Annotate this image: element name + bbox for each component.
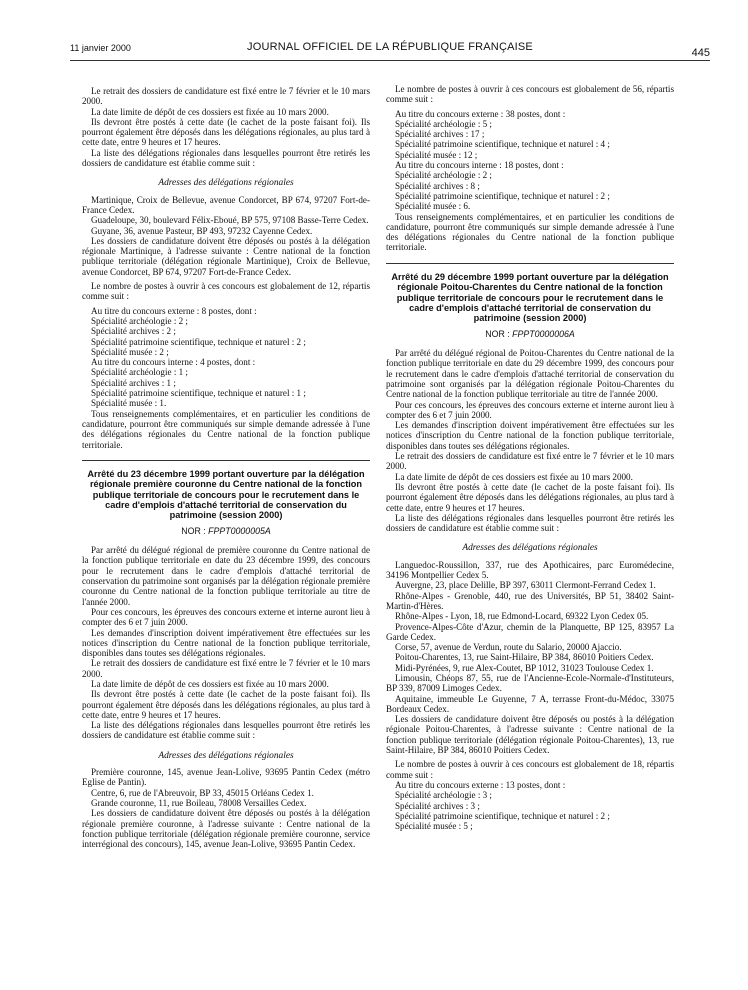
nor-code: FPPT0000005A	[208, 525, 271, 536]
section-heading: Adresses des délégations régionales	[462, 543, 598, 554]
list-item: Spécialité archives : 8 ;	[395, 180, 480, 191]
left-column	[82, 86, 370, 849]
list-item: Spécialité archéologie : 2 ;	[395, 170, 492, 181]
arrete-title: Arrêté du 23 décembre 1999 portant ouverture par la délégation régionale première couronne du Centre national de la fonction publique territoriale de concours pour le recrutement dans le cadre d'emplois d'attaché territorial de conservation du patrimoine (session 2000)	[87, 468, 365, 521]
address: Rhône-Alpes - Grenoble, 440, rue des Universités, BP 51, 38402 Saint-Martin-d'Hères.	[386, 590, 674, 611]
paragraph: La date limite de dépôt de ces dossiers est fixée au 10 mars 2000.	[91, 678, 329, 689]
address: Midi-Pyrénées, 9, rue Alex-Coutet, BP 1012, 31023 Toulouse Cedex 1.	[395, 662, 654, 673]
page-header	[70, 41, 710, 57]
nor-reference	[386, 329, 674, 339]
paragraph: Les dossiers de candidature doivent être déposés ou postés à la délégation régionale Poitou-Charentes, à l'adresse suivante : Centre national de la fonction publique territoriale (délégation régionale Poitou-Charentes), 13, rue Saint-Hilaire, BP 384, 86010 Poitiers Cedex.	[386, 714, 674, 756]
page-number: 445	[691, 47, 710, 59]
list-title: Au titre du concours interne : 18 postes, dont :	[395, 160, 564, 171]
list-item: Spécialité archives : 1 ;	[91, 377, 176, 388]
arrete-block	[82, 460, 370, 536]
paragraph: Les demandes d'inscription doivent impérativement être effectuées sur les notices d'inscription du Centre national de la fonction publique territoriale, disponibles dans toutes ses délégations régionales.	[82, 627, 370, 659]
list-item: Spécialité patrimoine scientifique, technique et naturel : 2 ;	[395, 190, 610, 201]
paragraph: Le retrait des dossiers de candidature est fixé entre le 7 février et le 10 mars 2000.	[82, 658, 370, 679]
paragraph: Pour ces concours, les épreuves des concours externe et interne auront lieu à compter des 6 et 7 juin 2000.	[82, 606, 370, 628]
list-item: Spécialité archives : 17 ;	[395, 129, 485, 140]
list-item: Spécialité archéologie : 5 ;	[395, 118, 492, 129]
list-title: Au titre du concours externe : 13 postes, dont :	[395, 779, 566, 790]
list-item: Spécialité musée : 6.	[395, 201, 471, 212]
paragraph: Par arrêté du délégué régional de première couronne du Centre national de la fonction publique territoriale en date du 23 décembre 1999, des concours pour le recrutement dans le cadre d'emplois d'attaché territorial de conservation du patrimoine sont organisés par la délégation régionale première couronne du Centre national de la fonction publique territoriale au titre de l'année 2000.	[82, 545, 370, 607]
list-item: Spécialité archéologie : 3 ;	[395, 790, 492, 801]
list-item: Spécialité musée : 1.	[91, 398, 167, 409]
paragraph: Le retrait des dossiers de candidature est fixé entre le 7 février et le 10 mars 2000.	[82, 86, 370, 107]
right-column	[386, 84, 674, 831]
list-item: Spécialité archives : 3 ;	[395, 800, 480, 811]
arrete-title: Arrêté du 29 décembre 1999 portant ouverture par la délégation régionale Poitou-Charentes du Centre national de la fonction publique territoriale de concours pour le recrutement dans le cadre d'emplois d'attaché territorial de conservation du patrimoine (session 2000)	[391, 271, 669, 324]
paragraph: La liste des délégations régionales dans lesquelles pourront être retirés les dossiers de candidature est établie comme suit :	[386, 512, 674, 534]
address: Grande couronne, 11, rue Boileau, 78008 Versailles Cedex.	[91, 797, 307, 808]
section-heading: Adresses des délégations régionales	[158, 178, 294, 189]
address: Poitou-Charentes, 13, rue Saint-Hilaire, BP 384, 86010 Poitiers Cedex.	[395, 652, 654, 663]
list-item: Spécialité patrimoine scientifique, technique et naturel : 2 ;	[395, 810, 610, 821]
paragraph: Tous renseignements complémentaires, et en particulier les conditions de candidature, pourront être communiqués sur simple demande adressée à l'une des délégations régionales du Centre national de la fonction publique territoriale.	[386, 211, 674, 253]
list-item: Spécialité archives : 2 ;	[91, 326, 176, 337]
paragraph: Le nombre de postes à ouvrir à ces concours est globalement de 12, répartis comme suit :	[82, 281, 370, 302]
address: Corse, 57, avenue de Verdun, route du Salario, 20000 Ajaccio.	[395, 642, 622, 653]
paragraph: Les dossiers de candidature doivent être déposés ou postés à la délégation régionale Martinique, à l'adresse suivante : Centre national de la fonction publique territoriale (délégation régionale Martinique), Croix de Bellevue, avenue Condorcet, BP 674, 97207 Fort-de-France Cedex.	[82, 235, 370, 277]
paragraph: Ils devront être postés à cette date (le cachet de la poste faisant foi). Ils pourront également être déposés dans les délégations régionales, au plus tard à cette date, entre 9 heures et 17 heures.	[82, 689, 370, 720]
paragraph: Le nombre de postes à ouvrir à ces concours est globalement de 56, répartis comme suit :	[386, 84, 674, 105]
paragraph: Le nombre de postes à ouvrir à ces concours est globalement de 18, répartis comme suit :	[386, 759, 674, 780]
address: Aquitaine, immeuble Le Guyenne, 7 A, terrasse Front-du-Médoc, 33075 Bordeaux Cedex.	[386, 693, 674, 714]
header-rule	[70, 60, 710, 61]
list-item: Spécialité musée : 12 ;	[395, 149, 478, 160]
list-title: Au titre du concours externe : 38 postes, dont :	[395, 108, 566, 119]
address: Centre, 6, rue de l'Abreuvoir, BP 33, 45015 Orléans Cedex 1.	[91, 787, 314, 798]
arrete-block	[386, 263, 674, 339]
paragraph: La liste des délégations régionales dans lesquelles pourront être retirés les dossiers de candidature est établie comme suit :	[82, 720, 370, 741]
list-item: Spécialité musée : 5 ;	[395, 821, 473, 832]
address: Auvergne, 23, place Delille, BP 397, 63011 Clermont-Ferrand Cedex 1.	[395, 580, 656, 591]
journal-title: JOURNAL OFFICIEL DE LA RÉPUBLIQUE FRANÇAISE	[247, 41, 533, 53]
list-title: Au titre du concours interne : 4 postes, dont :	[91, 357, 256, 368]
address: Première couronne, 145, avenue Jean-Lolive, 93695 Pantin Cedex (métro Eglise de Pantin).	[82, 767, 370, 788]
nor-code: FPPT0000006A	[512, 328, 575, 339]
list-item: Spécialité patrimoine scientifique, technique et naturel : 2 ;	[91, 336, 306, 347]
paragraph: Ils devront être postés à cette date (le cachet de la poste faisant foi). Ils pourront également être déposés dans les délégations régionales, au plus tard à cette date, entre 9 heures et 17 heures.	[82, 116, 370, 148]
nor-label: NOR :	[485, 328, 510, 339]
paragraph: Les demandes d'inscription doivent impérativement être effectuées sur les notices d'inscription du Centre national de la fonction publique territoriale, disponibles dans toutes ses délégations régionales.	[386, 420, 674, 451]
paragraph: La date limite de dépôt de ces dossiers est fixée au 10 mars 2000.	[395, 471, 633, 482]
address: Limousin, Chéops 87, 55, rue de l'Ancienne-Ecole-Normale-d'Instituteurs, BP 339, 87009 Limoges Cedex.	[386, 672, 674, 694]
address: Martinique, Croix de Bellevue, avenue Condorcet, BP 674, 97207 Fort-de-France Cedex.	[82, 194, 370, 215]
list-item: Spécialité archéologie : 2 ;	[91, 315, 188, 326]
address: Rhône-Alpes - Lyon, 18, rue Edmond-Locard, 69322 Lyon Cedex 05.	[395, 611, 649, 622]
list-item: Spécialité patrimoine scientifique, technique et naturel : 1 ;	[91, 388, 306, 399]
address: Languedoc-Roussillon, 337, rue des Apothicaires, parc Euromédecine, 34196 Montpellier Cedex 5.	[386, 559, 674, 581]
paragraph: Tous renseignements complémentaires, et en particulier les conditions de candidature, pourront être communiqués sur simple demande adressée à l'une des délégations régionales du Centre national de la fonction publique territoriale.	[82, 408, 370, 450]
address: Provence-Alpes-Côte d'Azur, chemin de la Planquette, BP 125, 83957 La Garde Cedex.	[386, 621, 674, 642]
list-item: Spécialité musée : 2 ;	[91, 346, 169, 357]
paragraph: La liste des délégations régionales dans lesquelles pourront être retirés les dossiers de candidature est établie comme suit :	[82, 147, 370, 169]
issue-date: 11 janvier 2000	[70, 43, 131, 53]
paragraph: Par arrêté du délégué régional de Poitou-Charentes du Centre national de la fonction publique territoriale en date du 29 décembre 1999, des concours pour le recrutement dans le cadre d'emplois d'attaché territorial de conservation du patrimoine sont organisés par la délégation régionale Poitou-Charentes du Centre national de la fonction publique territoriale au titre de l'année 2000.	[386, 348, 674, 400]
section-heading: Adresses des délégations régionales	[158, 750, 294, 761]
paragraph: Les dossiers de candidature doivent être déposés ou postés à la délégation régionale première couronne, à l'adresse suivante : Centre national de la fonction publique territoriale (délégation régionale première couronne, service interrégional des concours), 145, avenue Jean-Lolive, 93695 Pantin Cedex.	[82, 808, 370, 850]
list-item: Spécialité archéologie : 1 ;	[91, 367, 188, 378]
paragraph: Pour ces concours, les épreuves des concours externe et interne auront lieu à compter des 6 et 7 juin 2000.	[386, 399, 674, 420]
nor-reference	[82, 526, 370, 536]
list-item: Spécialité patrimoine scientifique, technique et naturel : 4 ;	[395, 139, 610, 150]
nor-label: NOR :	[181, 525, 206, 536]
paragraph: Ils devront être postés à cette date (le cachet de la poste faisant foi). Ils pourront également être déposés dans les délégations régionales, au plus tard à cette date, entre 9 heures et 17 heures.	[386, 481, 674, 513]
list-title: Au titre du concours externe : 8 postes, dont :	[91, 305, 257, 316]
paragraph: La date limite de dépôt de ces dossiers est fixée au 10 mars 2000.	[91, 106, 329, 117]
paragraph: Le retrait des dossiers de candidature est fixé entre le 7 février et le 10 mars 2000.	[386, 451, 674, 472]
address: Guadeloupe, 30, boulevard Félix-Eboué, BP 575, 97108 Basse-Terre Cedex.	[91, 215, 369, 226]
address: Guyane, 36, avenue Pasteur, BP 493, 97232 Cayenne Cedex.	[91, 225, 313, 236]
